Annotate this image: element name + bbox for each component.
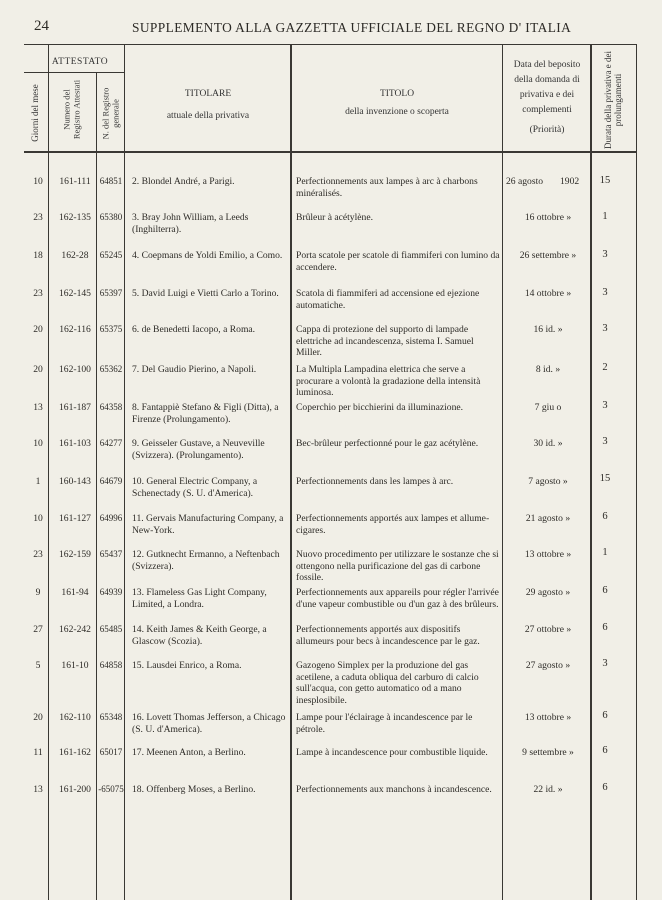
- row-giorno: 23: [33, 212, 43, 223]
- row-registro: 65375: [99, 324, 123, 334]
- row-data: 7 giu o: [534, 402, 562, 413]
- row-titolare: 15. Lausdei Enrico, a Roma.: [132, 660, 242, 671]
- row-attestato: 161-187: [59, 402, 91, 413]
- row-titolo: Porta scatole per scatole di fiammiferi con lumino da accendere.: [296, 250, 500, 273]
- row-data: 9 settembre »: [522, 747, 574, 758]
- row-registro: 64358: [99, 402, 123, 412]
- row-giorno: 23: [33, 288, 43, 299]
- row-titolare: 12. Gutknecht Ermanno, a Neftenbach (Svizzera).: [132, 549, 280, 572]
- row-titolare: 13. Flameless Gas Light Company, Limited, a Londra.: [132, 587, 267, 610]
- header-bottom-rule: [24, 151, 636, 153]
- row-durata: 3: [602, 400, 608, 411]
- col-rule-4: [290, 44, 292, 900]
- row-durata: 3: [602, 323, 608, 334]
- header-durata: Durata della privativa e dei prolungamenti: [603, 51, 623, 149]
- col-rule-7: [636, 44, 637, 900]
- row-data: 8 id. »: [535, 364, 561, 375]
- row-durata: 6: [602, 782, 608, 793]
- row-titolo: Brûleur à acétylène.: [296, 212, 373, 223]
- header-numero-registro: Numero del Registro Attestati: [61, 79, 81, 140]
- row-registro: 64858: [99, 660, 123, 670]
- row-durata: 1: [602, 211, 608, 222]
- row-registro: 64939: [99, 587, 123, 597]
- row-titolo: Scatola di fiammiferi ad accensione ed ejezione automatiche.: [296, 288, 480, 311]
- row-attestato: 161-162: [59, 747, 91, 758]
- header-attestato: ATTESTATO: [51, 57, 109, 67]
- row-registro: 65245: [99, 250, 123, 260]
- row-registro: 64277: [99, 438, 123, 448]
- row-data: 29 agosto »: [525, 587, 571, 598]
- running-title: SUPPLEMENTO ALLA GAZZETTA UFFICIALE DEL REGNO D' ITALIA: [132, 20, 572, 35]
- row-titolare: 11. Gervais Manufacturing Company, a New-York.: [132, 513, 284, 536]
- row-data: 30 id. »: [533, 438, 563, 449]
- header-giorni: Giorni del mese: [30, 84, 40, 142]
- row-durata: 2: [602, 362, 608, 373]
- row-attestato: 160-143: [59, 476, 91, 487]
- row-titolo: Perfectionnements aux manchons à incandescence.: [296, 784, 492, 795]
- row-titolo: Perfectionnements aux appareils pour régler l'arrivée d'une vapeur combustible ou d'un gaz à des brûleurs.: [296, 587, 499, 610]
- row-registro: 65362: [99, 364, 123, 374]
- page-number: 24: [34, 18, 49, 34]
- row-data: 22 id. »: [533, 784, 563, 795]
- header-titolare: TITOLARE: [184, 89, 232, 99]
- row-data: 7 agosto »: [528, 476, 568, 487]
- row-attestato: 161-94: [61, 587, 89, 598]
- row-data: 21 agosto »: [525, 513, 571, 524]
- row-titolare: 17. Meenen Anton, a Berlino.: [132, 747, 246, 758]
- row-giorno: 20: [33, 712, 43, 723]
- row-titolo: Perfectionnements aux lampes à arc à charbons minéralisés.: [296, 176, 478, 199]
- row-durata: 6: [602, 511, 608, 522]
- row-giorno: 1: [35, 476, 41, 487]
- row-attestato: 162-135: [59, 212, 91, 223]
- row-titolo: Perfectionnements dans les lampes à arc.: [296, 476, 454, 487]
- row-attestato: 162-242: [59, 624, 91, 635]
- row-titolo: Bec-brûleur perfectionné pour le gaz acétylène.: [296, 438, 479, 449]
- row-giorno: 9: [35, 587, 41, 598]
- row-registro: 65485: [99, 624, 123, 634]
- header-data-deposito: Data del beposito della domanda di privativa e dei complementi: [513, 60, 581, 115]
- row-titolo: Cappa di protezione del supporto di lampade elettriche ad incandescenza, sistema I. Samuel Miller.: [296, 324, 474, 358]
- header-titolare-sub: attuale della privativa: [166, 111, 250, 121]
- row-titolare: 4. Coepmans de Yoldi Emilio, a Como.: [132, 250, 283, 261]
- header-priorita: (Priorità): [529, 125, 565, 135]
- row-titolo: Lampe à incandescence pour combustible liquide.: [296, 747, 488, 758]
- row-data: 26 settembre »: [519, 250, 577, 261]
- row-giorno: 10: [33, 513, 43, 524]
- col-rule-1: [48, 44, 49, 900]
- row-titolare: 3. Bray John William, a Leeds (Inghilterra).: [132, 212, 249, 235]
- col-rule-6: [590, 44, 592, 900]
- row-titolare: 16. Lovett Thomas Jefferson, a Chicago (S. U. d'America).: [132, 712, 286, 735]
- row-registro: 64851: [99, 176, 123, 186]
- row-registro: 65017: [99, 747, 123, 757]
- row-titolare: 2. Blondel André, a Parigi.: [132, 176, 235, 187]
- col-rule-5: [502, 44, 503, 900]
- row-registro: 65380: [99, 212, 123, 222]
- header-titolo: TITOLO: [379, 89, 415, 99]
- row-giorno: 23: [33, 549, 43, 560]
- row-titolo: Lampe pour l'éclairage à incandescence par le pétrole.: [296, 712, 473, 735]
- row-registro: 64996: [99, 513, 123, 523]
- row-attestato: 162-28: [61, 250, 89, 261]
- row-durata: 15: [599, 473, 611, 484]
- row-attestato: 161-10: [61, 660, 89, 671]
- row-giorno: 5: [35, 660, 41, 671]
- row-data: 13 ottobre »: [524, 712, 572, 723]
- row-data: 27 ottobre »: [524, 624, 572, 635]
- row-data: 27 agosto »: [525, 660, 571, 671]
- row-attestato: 162-159: [59, 549, 91, 560]
- row-attestato: 162-145: [59, 288, 91, 299]
- row-titolo: Gazogeno Simplex per la produzione del gas acetilene, a caduta obliqua del carburo di calcio sull'acqua, con getto automatico od a mano inesplosibile.: [296, 660, 479, 706]
- row-registro: 65397: [99, 288, 123, 298]
- header-registro-generale: N. del Registro generale: [100, 87, 120, 140]
- row-registro: 64679: [99, 476, 123, 486]
- row-giorno: 10: [33, 438, 43, 449]
- row-durata: 3: [602, 287, 608, 298]
- row-data: 26 agosto: [506, 176, 544, 187]
- row-titolare: 5. David Luigi e Vietti Carlo a Torino.: [132, 288, 279, 299]
- row-durata: 6: [602, 622, 608, 633]
- col-rule-3: [124, 44, 125, 900]
- row-titolo: Nuovo procedimento per utilizzare le sostanze che si ottengono nella purificazione del gas di carbone fossile.: [296, 549, 499, 583]
- row-data: 14 ottobre »: [524, 288, 572, 299]
- row-titolare: 18. Offenberg Moses, a Berlino.: [132, 784, 256, 795]
- row-titolo: Perfectionnements apportés aux lampes et allume-cigares.: [296, 513, 490, 536]
- row-durata: 3: [602, 436, 608, 447]
- row-attestato: 162-100: [59, 364, 91, 375]
- row-titolare: 8. Fantappiè Stefano & Figli (Ditta), a Firenze (Prolungamento).: [132, 402, 279, 425]
- row-durata: 15: [599, 175, 611, 186]
- row-giorno: 10: [33, 176, 43, 187]
- row-titolare: 10. General Electric Company, a Schenectady (S. U. d'America).: [132, 476, 258, 499]
- row-durata: 3: [602, 658, 608, 669]
- row-giorno: 13: [33, 402, 43, 413]
- row-attestato: 162-116: [59, 324, 91, 335]
- row-data: 16 ottobre »: [524, 212, 572, 223]
- row-attestato: 161-111: [59, 176, 91, 187]
- row-durata: 6: [602, 585, 608, 596]
- row-titolo: Coperchio per bicchierini da illuminazione.: [296, 402, 464, 413]
- row-registro: -65075: [98, 784, 124, 794]
- row-attestato: 161-127: [59, 513, 91, 524]
- row-giorno: 11: [33, 747, 43, 758]
- row-giorno: 27: [33, 624, 43, 635]
- row-titolare: 14. Keith James & Keith George, a Glascow (Scozia).: [132, 624, 267, 647]
- row-titolare: 6. de Benedetti Iacopo, a Roma.: [132, 324, 256, 335]
- row-titolo: La Multipla Lampadina elettrica che serve a procurare a volontà la gradazione della intensità luminosa.: [296, 364, 481, 398]
- row-durata: 3: [602, 249, 608, 260]
- row-giorno: 13: [33, 784, 43, 795]
- row-titolare: 7. Del Gaudio Pierino, a Napoli.: [132, 364, 257, 375]
- row-attestato: 162-110: [59, 712, 91, 723]
- row-data: 13 ottobre »: [524, 549, 572, 560]
- row-giorno: 20: [33, 364, 43, 375]
- row-attestato: 161-103: [59, 438, 91, 449]
- row-durata: 6: [602, 745, 608, 756]
- table-top-rule: [24, 44, 636, 45]
- row-registro: 65348: [99, 712, 123, 722]
- row-giorno: 18: [33, 250, 43, 261]
- row-registro: 65437: [99, 549, 123, 559]
- row-attestato: 161-200: [59, 784, 91, 795]
- row-titolo: Perfectionnements apportés aux dispositifs allumeurs pour becs à incandescence par le gaz.: [296, 624, 480, 647]
- row-giorno: 20: [33, 324, 43, 335]
- row-durata: 1: [602, 547, 608, 558]
- row-anno: 1902: [560, 176, 580, 187]
- row-titolare: 9. Geisseler Gustave, a Neuveville (Svizzera). (Prolungamento).: [132, 438, 265, 461]
- row-durata: 6: [602, 710, 608, 721]
- header-titolo-sub: della invenzione o scoperta: [345, 107, 449, 117]
- col-rule-2: [96, 72, 97, 900]
- row-data: 16 id. »: [533, 324, 563, 335]
